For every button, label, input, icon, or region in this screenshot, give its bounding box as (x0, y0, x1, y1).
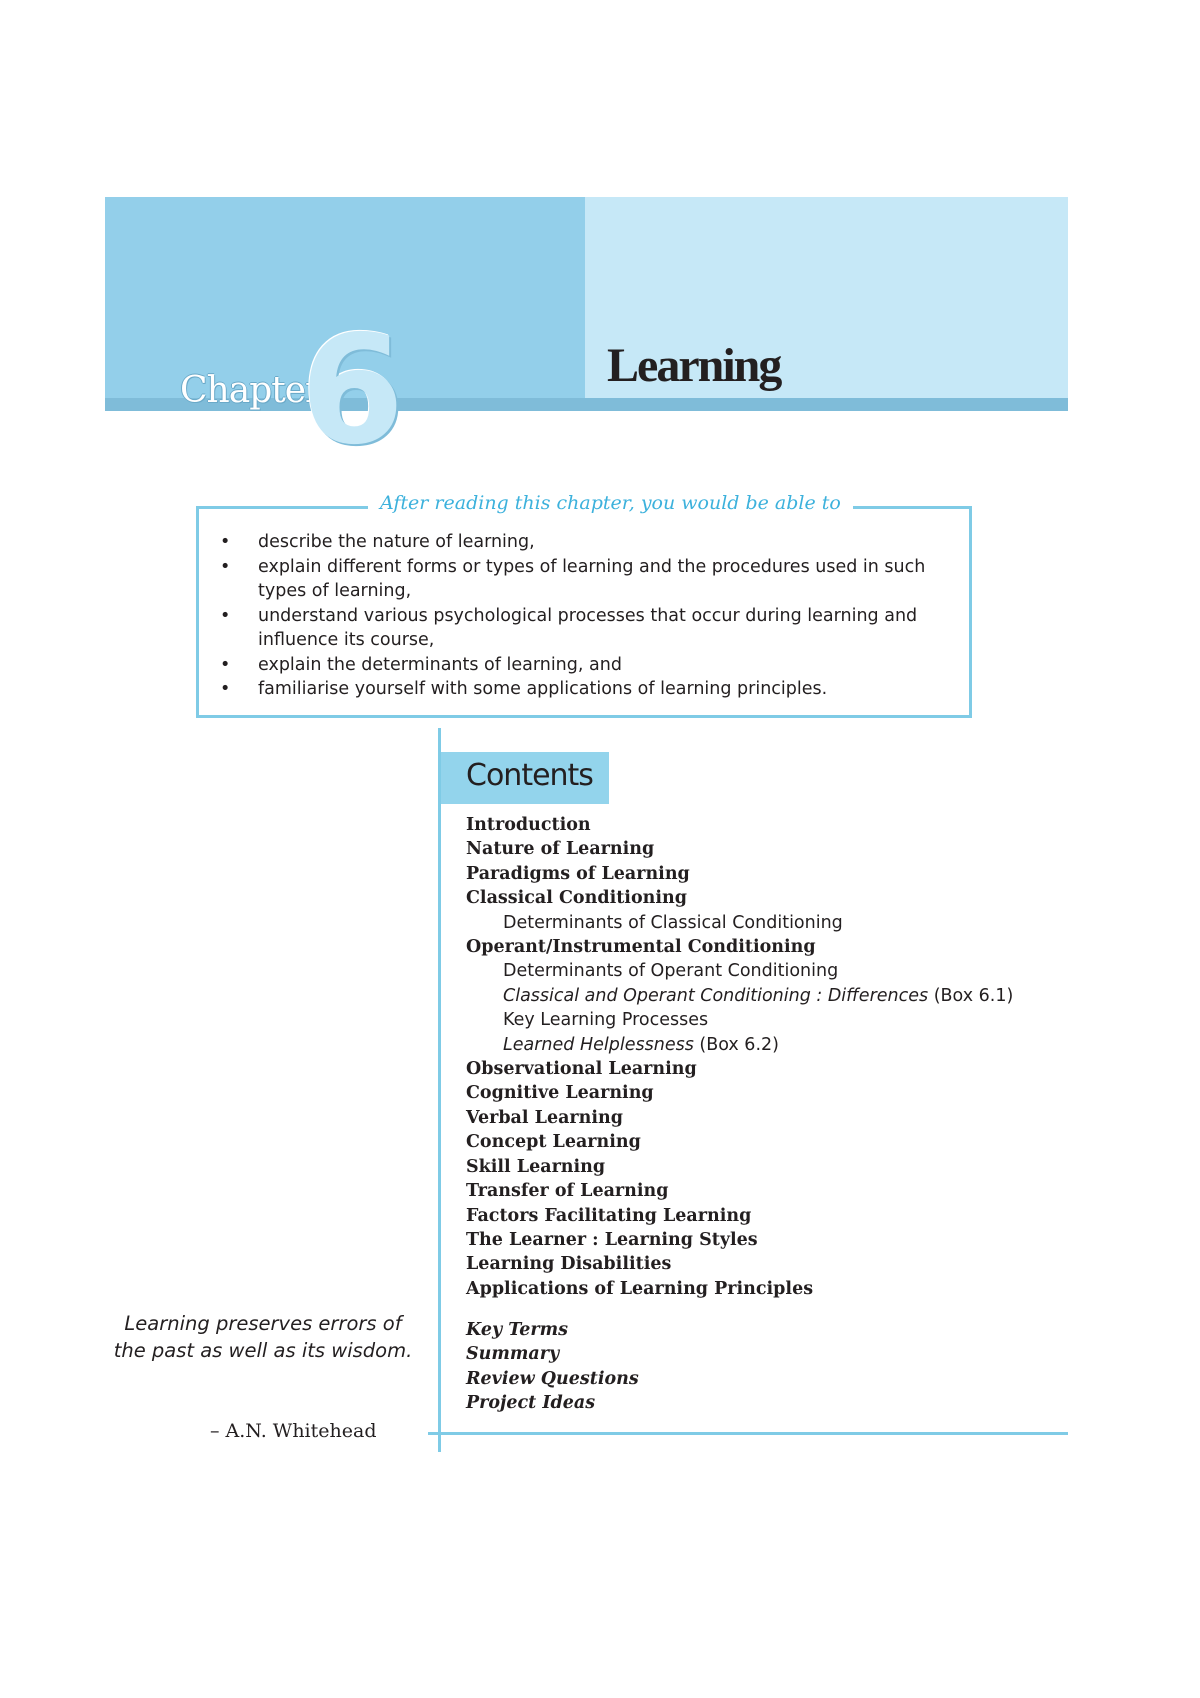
contents-item-box-ref: (Box 6.2) (693, 1034, 779, 1055)
contents-item: Operant/Instrumental Conditioning (466, 937, 816, 958)
contents-item: Introduction (466, 815, 591, 835)
contents-item-text: Key Learning Processes (503, 1010, 709, 1031)
contents-extra-item: Project Ideas (466, 1393, 596, 1414)
contents-item: Transfer of Learning (466, 1181, 669, 1202)
objectives-list (218, 530, 958, 702)
chapter-label: Chapter (180, 370, 322, 411)
contents-label: Contents (466, 758, 593, 793)
objective-item: • familiarise yourself with some applications of learning principles. (218, 677, 958, 702)
contents-item (466, 984, 1086, 1008)
contents-item-text: Determinants of Operant Conditioning (503, 961, 839, 982)
contents-item: Applications of Learning Principles (466, 1278, 814, 1299)
contents-item: Learning Disabilities (466, 1254, 672, 1275)
contents-item: Verbal Learning (466, 1107, 623, 1128)
contents-extra-item: Key Terms (466, 1320, 568, 1340)
contents-item: Paradigms of Learning (466, 863, 690, 884)
objective-item: • explain the determinants of learning, and (218, 653, 958, 678)
contents-item-text: Learned Helplessness (503, 1034, 694, 1055)
contents-extra-item: Review Questions (466, 1368, 639, 1389)
contents-list (466, 813, 1086, 1301)
contents-item-text: Classical and Operant Conditioning : Differences (503, 985, 929, 1006)
objective-item: • describe the nature of learning, (218, 530, 958, 555)
chapter-number: 6 (300, 304, 405, 478)
contents-extras-list (466, 1318, 639, 1416)
contents-item: The Learner : Learning Styles (466, 1229, 758, 1250)
contents-extra-item: Summary (466, 1344, 560, 1365)
contents-item (466, 1033, 1086, 1057)
contents-item: Nature of Learning (466, 839, 655, 860)
objective-item: • understand various psychological processes that occur during learning and influence its course, (218, 604, 958, 653)
contents-item: Concept Learning (466, 1132, 641, 1153)
epigraph-quote: Learning preserves errors of the past as well as its wisdom. (113, 1312, 413, 1362)
epigraph-author: – A.N. Whitehead (210, 1420, 377, 1442)
contents-item (466, 1008, 1086, 1032)
contents-item: Observational Learning (466, 1059, 697, 1080)
objective-item: • explain different forms or types of learning and the procedures used in such types of learning, (218, 555, 958, 604)
contents-item: Factors Facilitating Learning (466, 1205, 752, 1226)
contents-vertical-rule (438, 728, 441, 1452)
contents-item (466, 911, 1086, 935)
objectives-heading: After reading this chapter, you would be able to (368, 492, 853, 514)
contents-item: Skill Learning (466, 1156, 606, 1177)
contents-item: Cognitive Learning (466, 1083, 654, 1104)
contents-item: Classical Conditioning (466, 888, 687, 909)
chapter-title: Learning (607, 339, 781, 392)
contents-item-text: Determinants of Classical Conditioning (503, 912, 843, 933)
contents-bottom-rule (428, 1432, 1068, 1435)
contents-item-box-ref: (Box 6.1) (928, 985, 1014, 1006)
contents-item (466, 959, 1086, 983)
